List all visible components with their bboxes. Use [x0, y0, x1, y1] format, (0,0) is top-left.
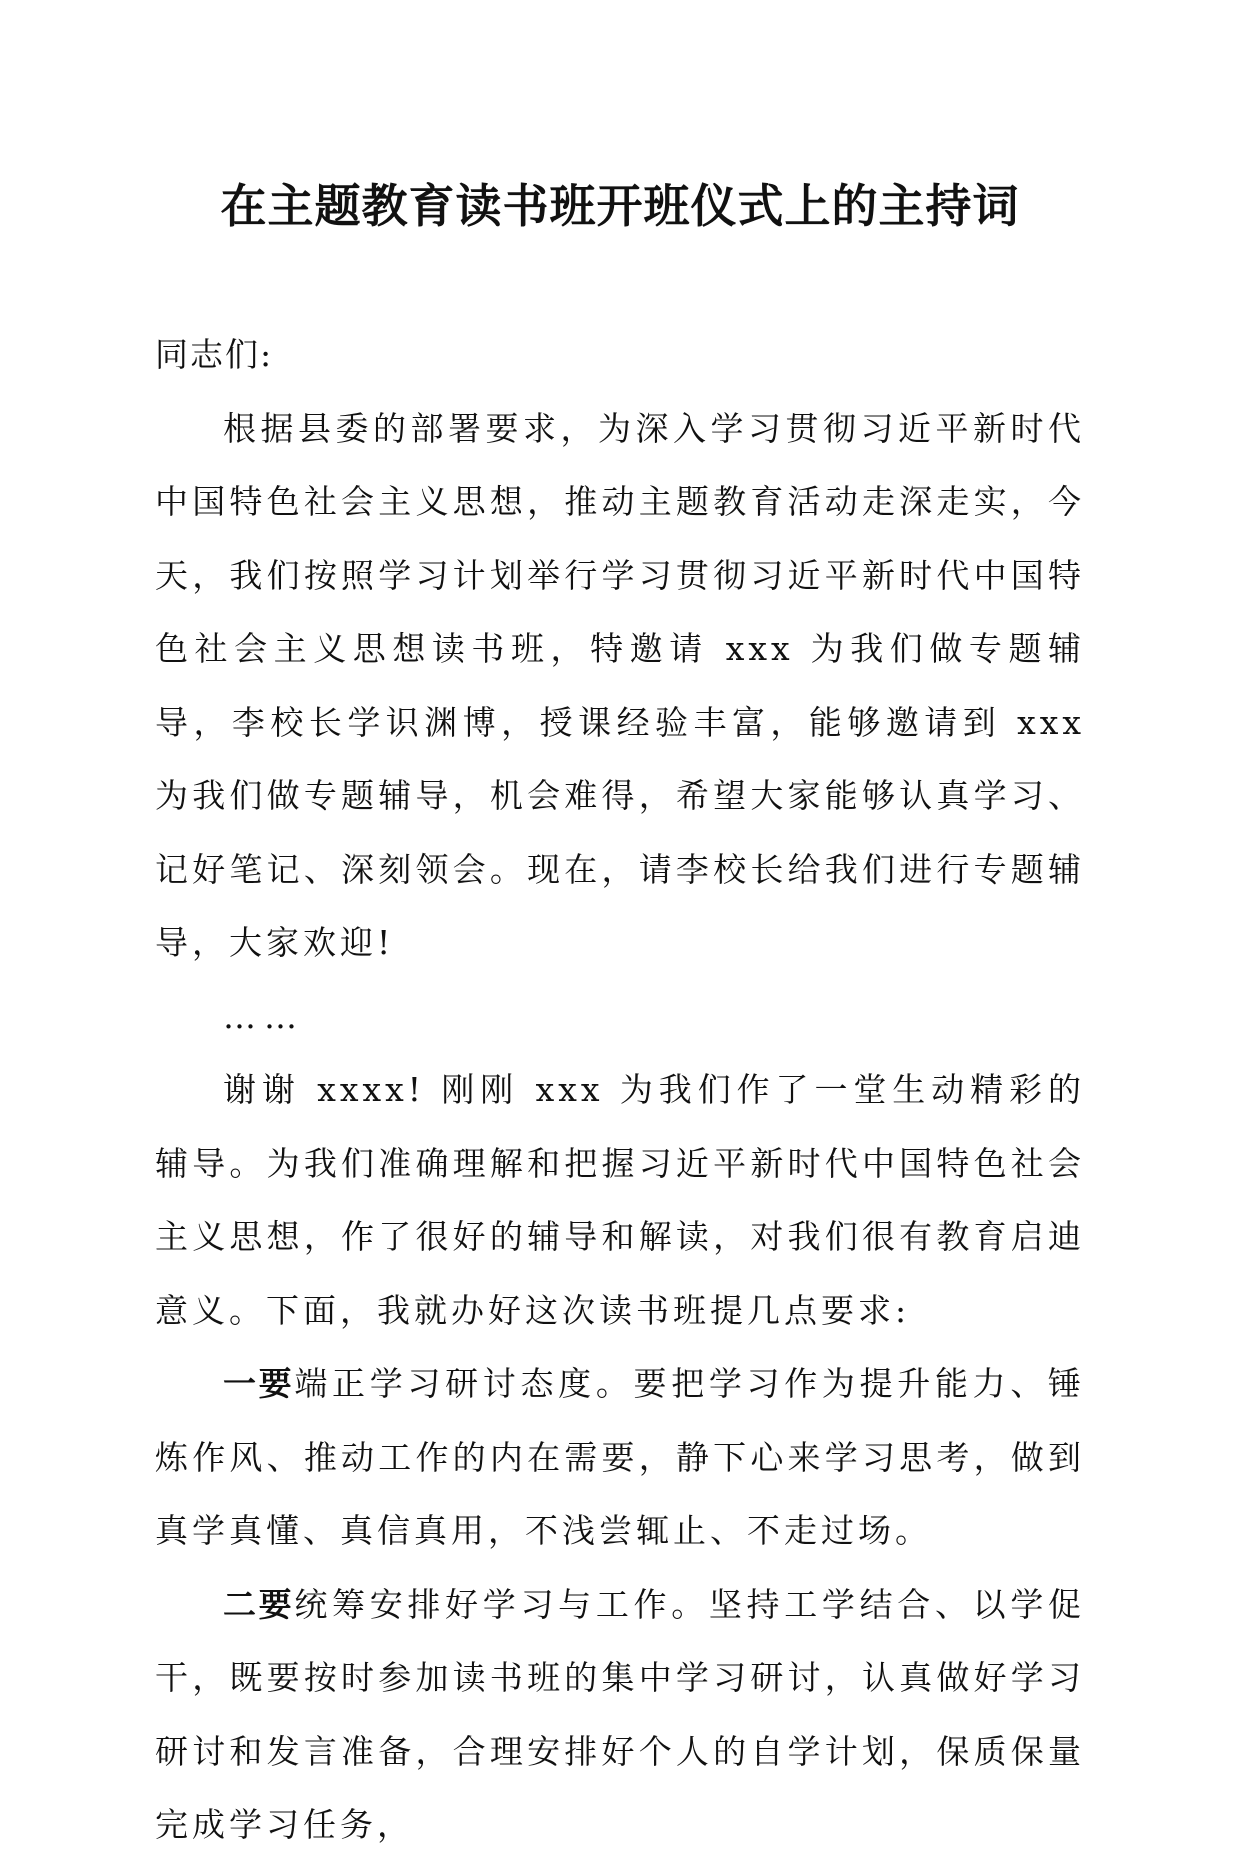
paragraph-text: 根据县委的部署要求，为深入学习贯彻习近平新时代中国特色社会主义思想，推动主题教育活动走深走实，今天，我们按照学习计划举行学习贯彻习近平新时代中国特色社会主义思想读书班，特邀请 xxx 为我们做专题辅导，李校长学识渊博，授课经验丰富，能够邀请到 xxx 为我们做专题辅导，机会难得，希望大家能够认真学习、记好笔记、深刻领会。现在，请李校长给我们进行专题辅导，大家欢迎!: [155, 408, 1085, 962]
paragraph-text: 谢谢 xxxx! 刚刚 xxx 为我们作了一堂生动精彩的辅导。为我们准确理解和把握习近平新时代中国特色社会主义思想，作了很好的辅导和解读，对我们很有教育启迪意义。下面，我就办好这次读书班提几点要求:: [155, 1070, 1085, 1330]
paragraph-requirement-2: [155, 1568, 1085, 1862]
requirement-lead: 一要: [223, 1364, 295, 1403]
document-title: 在主题教育读书班开班仪式上的主持词: [220, 179, 1020, 233]
document-body: [155, 318, 1085, 1862]
paragraph-opening: [155, 392, 1085, 980]
paragraph-requirement-1: [155, 1347, 1085, 1568]
paragraph-text: 端正学习研讨态度。要把学习作为提升能力、锤炼作风、推动工作的内在需要，静下心来学习思考，做到真学真懂、真信真用，不浅尝辄止、不走过场。: [155, 1364, 1086, 1550]
paragraph-ellipsis: [155, 980, 1085, 1054]
ellipsis-text: ……: [223, 996, 305, 1036]
paragraph-thanks: [155, 1053, 1085, 1347]
requirement-lead: 二要: [223, 1584, 295, 1624]
salutation: 同志们:: [155, 335, 274, 374]
paragraph-text: 统筹安排好学习与工作。坚持工学结合、以学促干，既要按时参加读书班的集中学习研讨，认真做好学习研讨和发言准备，合理安排好个人的自学计划，保质保量完成学习任务，: [155, 1584, 1086, 1844]
